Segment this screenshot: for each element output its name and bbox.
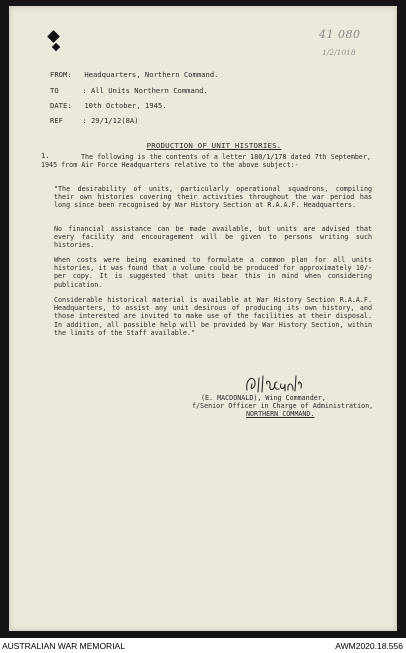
quote-paragraph-3: When costs were being examined to formulate a common plan for all units histories, it was found that a volume could be produced for approximately 10/- per copy. It is suggested that units bear this in mind when considering publication.: [54, 256, 372, 289]
punch-hole-icon: [47, 30, 60, 43]
footer-accession-number: AWM2020.18.556: [335, 641, 403, 651]
from-value: Headquarters, Northern Command.: [84, 70, 219, 79]
header-ref: [50, 116, 139, 125]
header-from: [50, 70, 218, 79]
quote-paragraph-1: "The desirability of units, particularly operational squadrons, compiling their own histories covering their activities throughout the war period has long since been recognised by War History Section at R.A.A.F. Headquarters.: [54, 185, 372, 210]
signatory-name: (E. MACDONALD), Wing Commander,: [201, 394, 326, 402]
punch-hole-icon: [52, 43, 60, 51]
to-value: : All Units Northern Command.: [82, 86, 208, 95]
signatory-command: NORTHERN COMMAND.: [246, 410, 315, 418]
date-value: 10th October, 1945.: [84, 101, 167, 110]
header-to: [50, 86, 208, 95]
from-label: FROM:: [50, 70, 72, 79]
handwritten-date-annotation: 1/2/1018: [322, 48, 356, 57]
paragraph-number: 1.: [41, 152, 50, 160]
to-label: TO: [50, 86, 59, 95]
date-label: DATE:: [50, 101, 72, 110]
quote-paragraph-4: Considerable historical material is available at War History Section R.A.A.F. Headquarters, to assist any unit desirous of producing its own history, and those interested are invited to make use of the facilities at their disposal. In addition, all possible help will be provided by War History Section, within the limits of the Staff available.": [54, 296, 372, 337]
quote-paragraph-2: No financial assistance can be made available, but units are advised that every facility and encouragement will be given to persons writing such histories.: [54, 225, 372, 250]
intro-paragraph: The following is the contents of a letter 180/1/178 dated 7th September, 1945 from Air Force Headquarters relative to the above subject:-: [41, 153, 371, 170]
ref-value: : 29/1/12(8A): [82, 116, 139, 125]
handwritten-ref-annotation: 41 080: [319, 28, 361, 41]
ref-label: REF: [50, 116, 63, 125]
signatory-title: f/Senior Officer in Charge of Administration,: [192, 402, 374, 410]
footer-institution: AUSTRALIAN WAR MEMORIAL: [2, 641, 125, 651]
document-title: PRODUCTION OF UNIT HISTORIES.: [146, 141, 282, 150]
header-date: [50, 101, 167, 110]
document-page: [9, 6, 397, 631]
